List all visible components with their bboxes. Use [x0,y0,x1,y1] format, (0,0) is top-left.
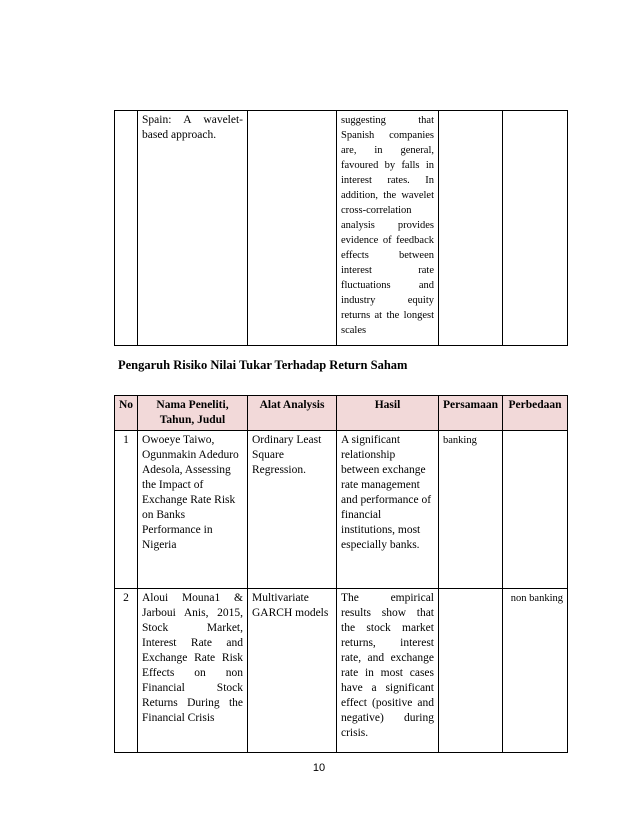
cell-result: suggesting that Spanish companies are, in general, favoured by falls in interest rates. In addition, the wavelet cross-correlation analysis provides evidence of feedback effects between interest rate fluctuations and industry equity returns at the longest scales [337,111,439,346]
cell-author: Aloui Mouna1 & Jarboui Anis, 2015, Stock Market, Interest Rate and Exchange Rate Risk Effects on non Financial Stock Returns During the Financial Crisis [138,589,248,753]
cell-result: A significant relationship between exchange rate management and performance of financial institutions, most especially banks. [337,431,439,589]
page-number: 10 [312,762,326,774]
cell-result: The empirical results show that the stock market returns, interest rate, and exchange rate in most cases have a significant effect (positive and negative) during crisis. [337,589,439,753]
cell-similarity [439,589,503,753]
cell-no [115,111,138,346]
header-similarity: Persamaan [439,396,503,431]
research-table [114,395,568,753]
table-row [115,431,568,589]
cell-similarity: banking [439,431,503,589]
cell-similarity [439,111,503,346]
table-row [115,111,568,346]
header-method: Alat Analysis [248,396,337,431]
table-row [115,589,568,753]
header-no: No [115,396,138,431]
cell-no: 2 [115,589,138,753]
cell-difference [503,111,568,346]
cell-author: Spain: A wavelet-based approach. [138,111,248,346]
cell-difference [503,431,568,589]
cell-method: Multivariate GARCH models [248,589,337,753]
cell-no: 1 [115,431,138,589]
section-title: Pengaruh Risiko Nilai Tukar Terhadap Return Saham [118,358,408,372]
cell-method: Ordinary Least Square Regression. [248,431,337,589]
header-author: Nama Peneliti, Tahun, Judul [138,396,248,431]
cell-method [248,111,337,346]
header-result: Hasil [337,396,439,431]
cell-difference: non banking [503,589,568,753]
table-header-row [115,396,568,431]
header-difference: Perbedaan [503,396,568,431]
cell-author: Owoeye Taiwo, Ogunmakin Adeduro Adesola, Assessing the Impact of Exchange Rate Risk on Banks Performance in Nigeria [138,431,248,589]
continuation-table [114,110,568,346]
